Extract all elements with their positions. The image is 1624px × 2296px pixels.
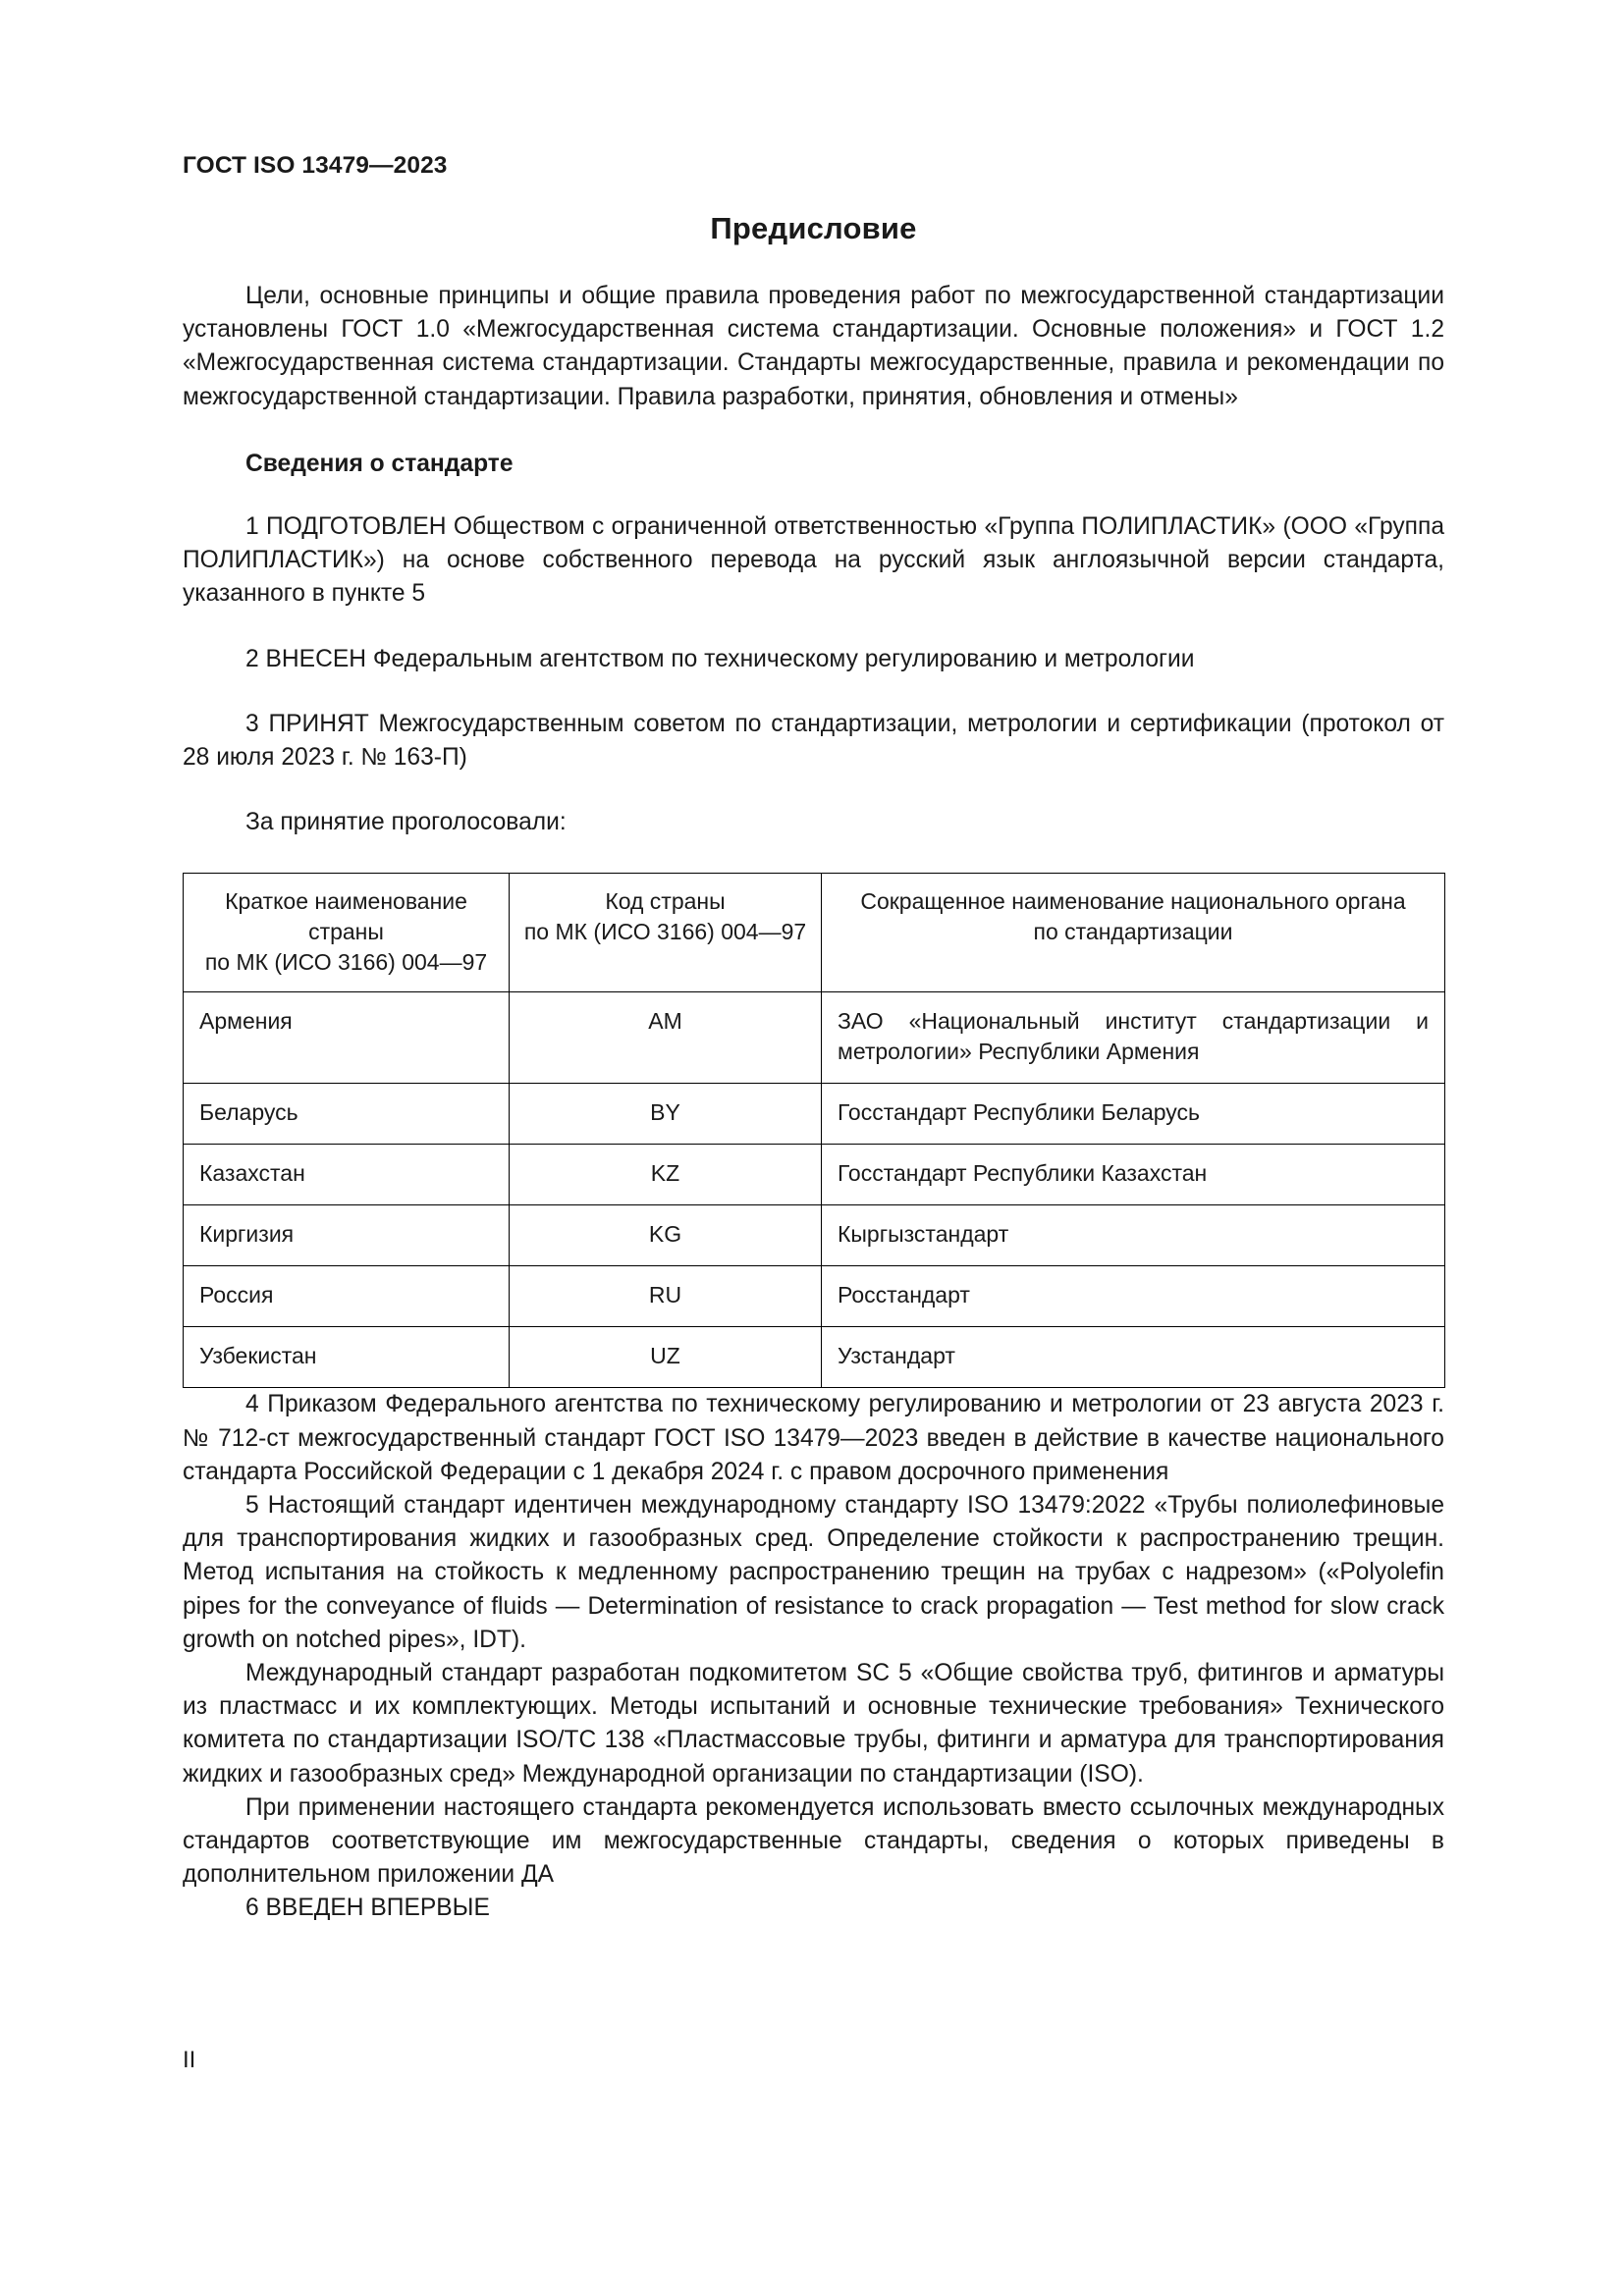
cell-national-body: Госстандарт Республики Беларусь <box>822 1084 1445 1145</box>
table-row <box>184 1084 1445 1145</box>
standard-info-item-2: 2 ВНЕСЕН Федеральным агентством по техническому регулированию и метрологии <box>245 645 1195 672</box>
after-table-item-5: 5 Настоящий стандарт идентичен международному стандарту ISO 13479:2022 «Трубы полиолефиновые для транспортирования жидких и газообразных сред. Определение стойкости к распространению трещин. Метод испытания на стойкость к медленному распространению трещин на трубах с надрезом» («Polyolefin pipes for the conveyance of fluids — Determination of resistance to crack propagation — Test method for slow crack growth on notched pipes», IDT). <box>183 1492 1444 1653</box>
vote-table-body <box>184 992 1445 1388</box>
cell-country-code: BY <box>510 1084 822 1145</box>
column-header-line: Краткое наименование страны <box>225 888 467 945</box>
cell-country-name: Узбекистан <box>184 1327 510 1388</box>
cell-national-body: Росстандарт <box>822 1266 1445 1327</box>
vote-table <box>183 873 1445 1388</box>
column-header-line: Сокращенное наименование национального органа <box>860 888 1406 915</box>
after-table-item-5-continued-2: При применении настоящего стандарта рекомендуется использовать вместо ссылочных международных стандартов соответствующие им межгосударственные стандарты, сведения о которых приведены в дополнительном приложении ДА <box>183 1793 1444 1889</box>
cell-country-name: Казахстан <box>184 1145 510 1205</box>
page-title: Предисловие <box>710 211 917 245</box>
cell-country-name: Армения <box>184 992 510 1084</box>
after-table-item-5-continued-1: Международный стандарт разработан подкомитетом SC 5 «Общие свойства труб, фитингов и арматуры из пластмасс и их комплектующих. Методы испытаний и основные технические требования» Технического комитета по стандартизации ISO/TC 138 «Пластмассовые трубы, фитинги и арматура для транспортирования жидких и газообразных сред» Международной организации по стандартизации (ISO). <box>183 1660 1444 1788</box>
intro-paragraph: Цели, основные принципы и общие правила проведения работ по межгосударственной стандартизации установлены ГОСТ 1.0 «Межгосударственная система стандартизации. Основные положения» и ГОСТ 1.2 «Межгосударственная система стандартизации. Стандарты межгосударственные, правила и рекомендации по межгосударственной стандартизации. Правила разработки, принятия, обновления и отмены» <box>183 283 1444 410</box>
vote-intro: За принятие проголосовали: <box>245 809 567 836</box>
standard-info-item-3: 3 ПРИНЯТ Межгосударственным советом по стандартизации, метрологии и сертификации (протокол от 28 июля 2023 г. № 163-П) <box>183 710 1444 772</box>
table-row <box>184 992 1445 1084</box>
after-table-item-6: 6 ВВЕДЕН ВПЕРВЫЕ <box>245 1895 490 1922</box>
cell-national-body: Кыргызстандарт <box>822 1205 1445 1266</box>
after-table-item-4: 4 Приказом Федерального агентства по техническому регулированию и метрологии от 23 августа 2023 г. № 712-ст межгосударственный стандарт ГОСТ ISO 13479—2023 введен в действие в качестве национального стандарта Российской Федерации с 1 декабря 2024 г. с правом досрочного применения <box>183 1391 1444 1485</box>
table-row <box>184 1266 1445 1327</box>
standard-info-heading: Сведения о стандарте <box>245 450 514 477</box>
cell-national-body: Госстандарт Республики Казахстан <box>822 1145 1445 1205</box>
column-header-line: по МК (ИСО 3166) 004—97 <box>204 949 488 976</box>
column-header-country-name <box>184 874 510 992</box>
cell-country-name: Россия <box>184 1266 510 1327</box>
column-header-national-body <box>822 874 1445 992</box>
column-header-line: по МК (ИСО 3166) 004—97 <box>523 919 807 945</box>
cell-country-code: RU <box>510 1266 822 1327</box>
table-row <box>184 1205 1445 1266</box>
standard-info-item-1: 1 ПОДГОТОВЛЕН Обществом с ограниченной ответственностью «Группа ПОЛИПЛАСТИК» (ООО «Группа ПОЛИПЛАСТИК») на основе собственного перевода на русский язык англоязычной версии стандарта, указанного в пункте 5 <box>183 513 1444 608</box>
cell-national-body: Узстандарт <box>822 1327 1445 1388</box>
page-content <box>183 211 1444 1926</box>
after-table-block <box>183 1388 1444 1925</box>
column-header-line: Код страны <box>605 888 726 915</box>
running-header: ГОСТ ISO 13479—2023 <box>183 152 448 179</box>
cell-country-code: UZ <box>510 1327 822 1388</box>
vote-table-head <box>184 874 1445 992</box>
page-number: II <box>183 2047 196 2073</box>
column-header-country-code <box>510 874 822 992</box>
cell-country-name: Киргизия <box>184 1205 510 1266</box>
cell-country-code: AM <box>510 992 822 1084</box>
cell-country-code: KG <box>510 1205 822 1266</box>
column-header-line: по стандартизации <box>1033 919 1233 945</box>
table-row <box>184 1327 1445 1388</box>
cell-country-name: Беларусь <box>184 1084 510 1145</box>
cell-country-code: KZ <box>510 1145 822 1205</box>
table-header-row <box>184 874 1445 992</box>
table-row <box>184 1145 1445 1205</box>
cell-national-body: ЗАО «Национальный институт стандартизации и метрологии» Республики Армения <box>822 992 1445 1084</box>
